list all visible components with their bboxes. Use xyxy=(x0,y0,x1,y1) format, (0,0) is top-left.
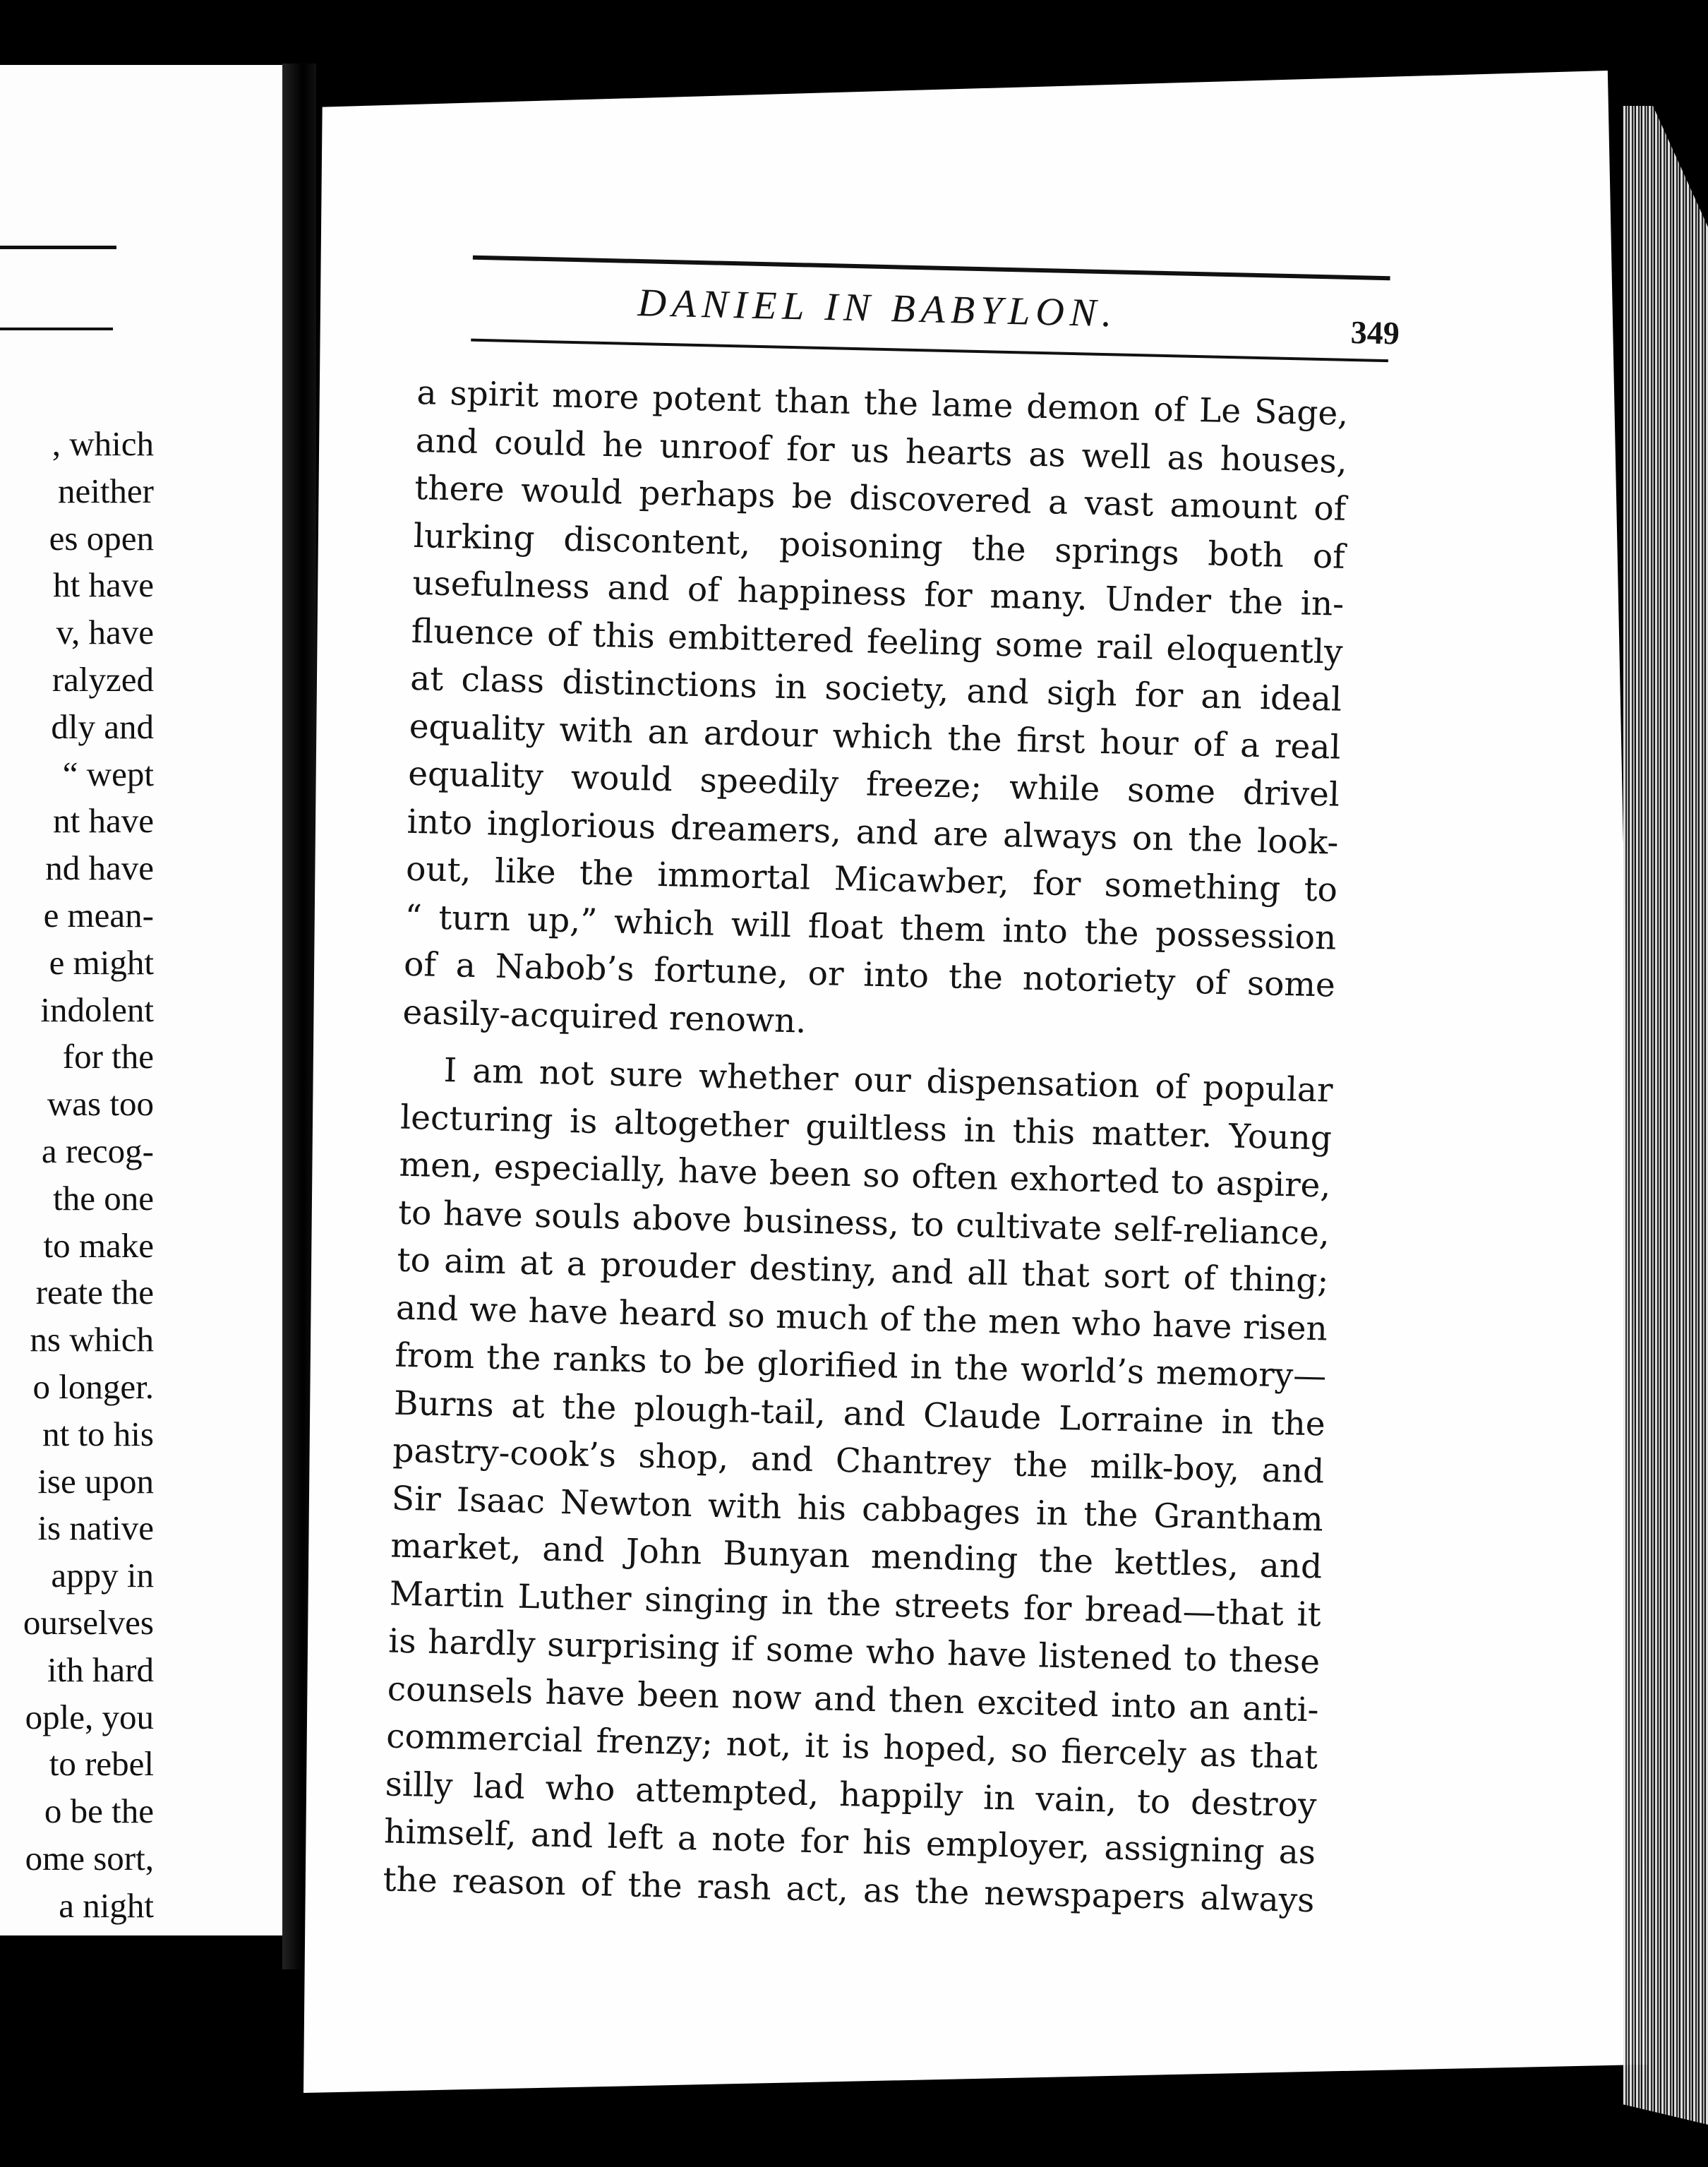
text-line: there would perhaps be discovered a vast amount of xyxy=(414,468,1347,529)
left-page-line: reate the xyxy=(35,1273,154,1312)
text-line: out, like the immortal Micawber, for something to xyxy=(405,849,1338,910)
left-page-line: v, have xyxy=(56,613,154,652)
text-line: to aim at a prouder destiny, and all that sort of thing; xyxy=(397,1240,1329,1301)
text-line: I am not sure whether our dispensation of popular xyxy=(443,1051,1334,1110)
text-line: to have souls above business, to cultivate self-reliance, xyxy=(397,1193,1330,1254)
text-line: easily-acquired renown. xyxy=(402,992,807,1041)
text-line: lecturing is altogether guiltless in this matter. Young xyxy=(399,1098,1333,1158)
text-line: “ turn up,” which will float them into the possession xyxy=(404,897,1337,958)
text-line: is hardly surprising if some who have listened to these xyxy=(387,1621,1321,1682)
text-line: usefulness and of happiness for many. Under the in- xyxy=(411,563,1345,624)
text-line: silly lad who attempted, happily in vain, to destroy xyxy=(385,1764,1318,1825)
text-line: a spirit more potent than the lame demon of Le Sage, xyxy=(416,373,1349,433)
left-page-line: es open xyxy=(49,518,154,558)
left-page-line: e might xyxy=(49,942,154,982)
left-page-line: ourselves xyxy=(23,1602,154,1642)
left-page-rule-bottom xyxy=(0,328,113,330)
paragraph-1 xyxy=(402,369,1349,1057)
text-line: and could he unroof for us hearts as well as houses, xyxy=(415,421,1348,481)
left-page-line: indolent xyxy=(40,990,154,1029)
left-page-line: dly and xyxy=(51,707,154,746)
running-title: DANIEL IN BABYLON. xyxy=(637,281,1118,336)
text-line: pastry-cook’s shop, and Chantrey the milk-boy, and xyxy=(392,1431,1325,1491)
left-page-line: appy in xyxy=(51,1556,154,1595)
text-line: himself, and left a note for his employer, assigning as xyxy=(383,1812,1316,1873)
text-line: and we have heard so much of the men who have risen xyxy=(395,1288,1328,1349)
left-page-line: ith hard xyxy=(47,1650,154,1689)
text-line: lurking discontent, poisoning the springs both of xyxy=(413,516,1346,577)
text-line: fluence of this embittered feeling some rail eloquently xyxy=(411,611,1344,672)
left-page-line: neither xyxy=(57,471,154,510)
left-page-line: o longer. xyxy=(32,1367,154,1406)
text-line: counsels have been now and then excited into an anti- xyxy=(387,1669,1320,1729)
left-page-line: a night xyxy=(59,1885,154,1925)
left-page-line: to make xyxy=(43,1225,154,1265)
left-page-line: nd have xyxy=(45,848,154,888)
left-page-line: o be the xyxy=(44,1791,154,1831)
text-line: equality with an ardour which the first hour of a real xyxy=(409,707,1342,767)
page-fore-edge xyxy=(1623,106,1708,2125)
page-number: 349 xyxy=(1350,313,1400,352)
left-page-line: nt have xyxy=(53,801,154,841)
text-line: market, and John Bunyan mending the kettles, and xyxy=(390,1526,1323,1587)
text-line: the reason of the rash act, as the newspapers always xyxy=(383,1859,1316,1920)
left-page-text xyxy=(23,421,154,1930)
text-line: commercial frenzy; not, it is hoped, so fiercely as that xyxy=(385,1717,1318,1777)
text-line: Burns at the plough-tail, and Claude Lorraine in the xyxy=(393,1383,1326,1444)
left-page-rule-top xyxy=(0,246,116,249)
left-page-line: ome sort, xyxy=(25,1838,154,1878)
left-page-line: the one xyxy=(53,1178,154,1218)
left-page-line: for the xyxy=(62,1037,154,1076)
left-page-line: a recog- xyxy=(41,1131,154,1170)
left-facing-page xyxy=(0,65,311,1935)
text-line: at class distinctions in society, and sigh for an ideal xyxy=(409,659,1342,719)
left-page-line: “ wept xyxy=(62,754,154,793)
left-page-line: nt to his xyxy=(42,1414,154,1453)
left-page-line: is native xyxy=(37,1508,154,1548)
text-line: into inglorious dreamers, and are always on the look- xyxy=(407,802,1340,863)
text-line: of a Nabob’s fortune, or into the notoriety of some xyxy=(403,944,1336,1005)
left-page-line: , which xyxy=(52,424,154,463)
paragraph-2 xyxy=(383,1046,1333,1925)
left-page-line: ht have xyxy=(53,565,154,605)
left-page-line: was too xyxy=(47,1084,154,1124)
text-line: from the ranks to be glorified in the world’s memory— xyxy=(394,1335,1327,1396)
left-page-line: ns which xyxy=(30,1320,154,1359)
left-page-line: ople, you xyxy=(25,1697,154,1736)
text-line: Sir Isaac Newton with his cabbages in the Grantham xyxy=(391,1479,1324,1539)
left-page-line: e mean- xyxy=(43,895,154,935)
text-line: equality would speedily freeze; while some drivel xyxy=(407,754,1340,815)
text-line: men, especially, have been so often exhorted to aspire, xyxy=(399,1145,1332,1206)
text-line: Martin Luther singing in the streets for bread—that it xyxy=(389,1574,1322,1634)
left-page-line: ise upon xyxy=(37,1461,154,1501)
left-page-line: to rebel xyxy=(49,1744,154,1784)
body-text xyxy=(383,369,1349,1924)
left-page-line: ralyzed xyxy=(52,659,154,699)
